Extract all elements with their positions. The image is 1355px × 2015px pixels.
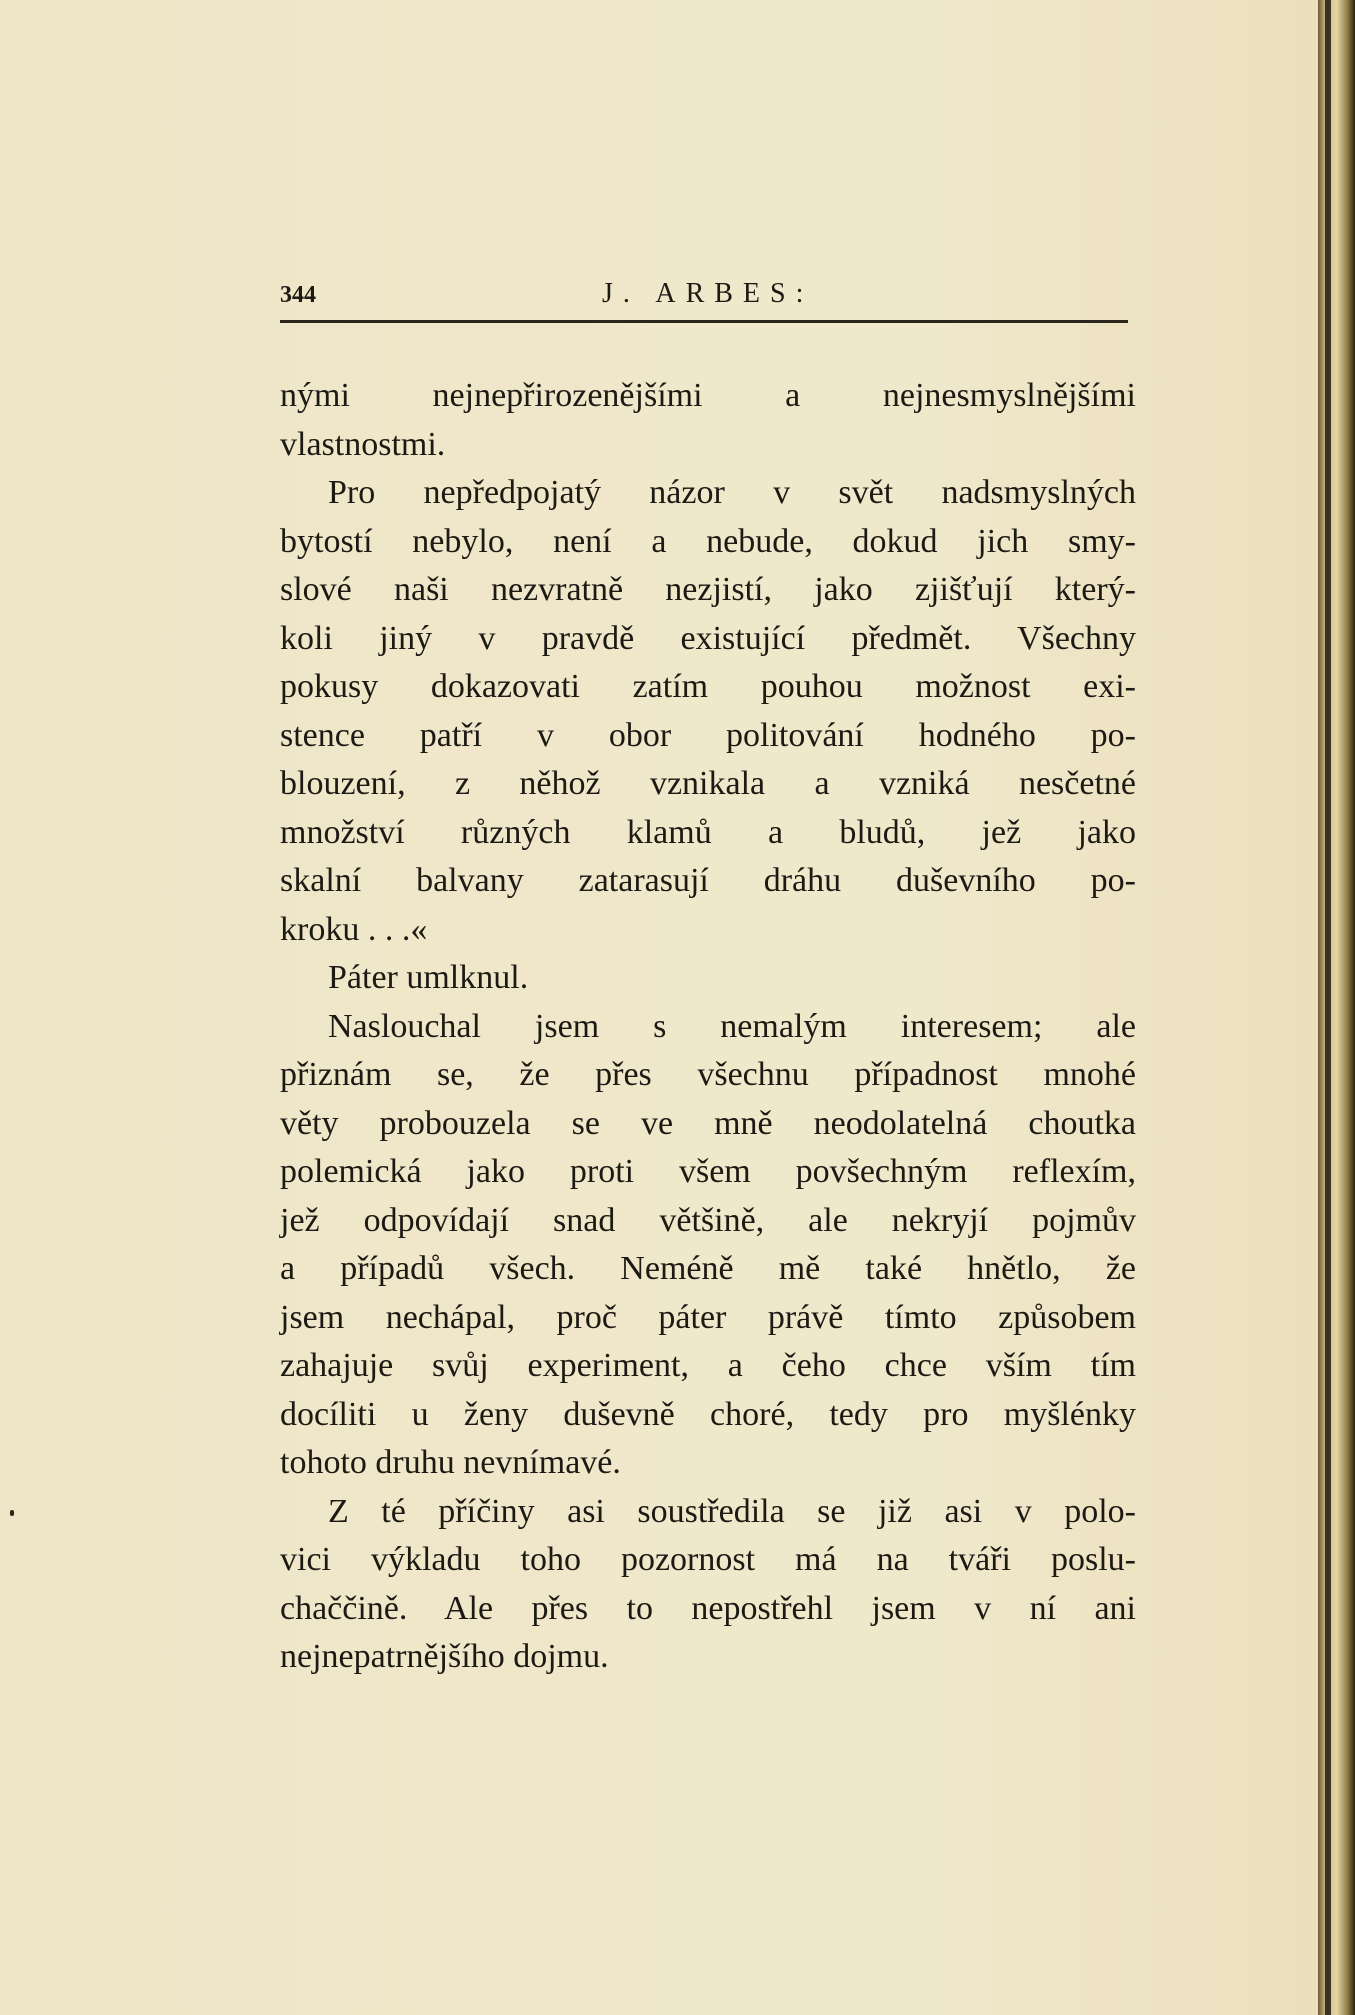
text-line: vlastnostmi. xyxy=(280,425,446,463)
running-head xyxy=(280,278,1130,320)
text-line: nejnepatrnějšího dojmu. xyxy=(280,1638,609,1675)
text-line: docíliti u ženy duševně choré, tedy pro myšlénky xyxy=(280,1395,1136,1433)
margin-mark xyxy=(10,1510,14,1516)
text-line: Naslouchal jsem s nemalým interesem; ale xyxy=(328,1007,1136,1045)
text-line: zahajuje svůj experiment, a čeho chce vším tím xyxy=(280,1347,1136,1384)
text-line: pokusy dokazovati zatím pouhou možnost exi- xyxy=(280,668,1136,705)
text-line: slové naši nezvratně nezjistí, jako zjišťují který- xyxy=(280,571,1136,608)
text-line: blouzení, z něhož vznikala a vzniká nesčetné xyxy=(280,765,1136,802)
text-line: jež odpovídají snad většině, ale nekryjí pojmův xyxy=(280,1201,1136,1239)
text-line: tohoto druhu nevnímavé. xyxy=(280,1444,621,1481)
text-line: polemická jako proti všem povšechným reflexím, xyxy=(280,1153,1136,1190)
page-edge xyxy=(1318,0,1355,2015)
text-line: skalní balvany zatarasují dráhu duševního po- xyxy=(280,862,1136,899)
text-line: přiznám se, že přes všechnu případnost mnohé xyxy=(280,1056,1136,1093)
text-line: kroku . . .« xyxy=(280,910,428,948)
binding-shadow xyxy=(1325,0,1331,2015)
running-title: J. ARBES: xyxy=(602,278,814,309)
text-line: stence patří v obor politování hodného po- xyxy=(280,716,1136,754)
header-rule xyxy=(280,320,1128,323)
page-number: 344 xyxy=(280,282,316,308)
text-line: bytostí nebylo, není a nebude, dokud jich smy- xyxy=(280,522,1136,560)
text-line: Z té příčiny asi soustředila se již asi v polo- xyxy=(328,1492,1136,1530)
body-text xyxy=(280,372,1136,1682)
text-line: nými nejnepřirozenějšími a nejnesmyslnějšími xyxy=(280,377,1136,414)
text-line: vici výkladu toho pozornost má na tváři poslu- xyxy=(280,1541,1136,1578)
text-line: věty probouzela se ve mně neodolatelná choutka xyxy=(280,1104,1136,1142)
text-line: a případů všech. Neméně mě také hnětlo, že xyxy=(280,1250,1136,1287)
text-line: Páter umlknul. xyxy=(328,959,529,996)
text-line: Pro nepředpojatý názor v svět nadsmyslných xyxy=(328,474,1136,511)
text-line: množství různých klamů a bludů, jež jako xyxy=(280,813,1136,851)
text-line: koli jiný v pravdě existující předmět. Všechny xyxy=(280,619,1136,657)
text-line: chaččině. Ale přes to nepostřehl jsem v ní ani xyxy=(280,1589,1136,1627)
text-line: jsem nechápal, proč páter právě tímto způsobem xyxy=(280,1298,1136,1336)
